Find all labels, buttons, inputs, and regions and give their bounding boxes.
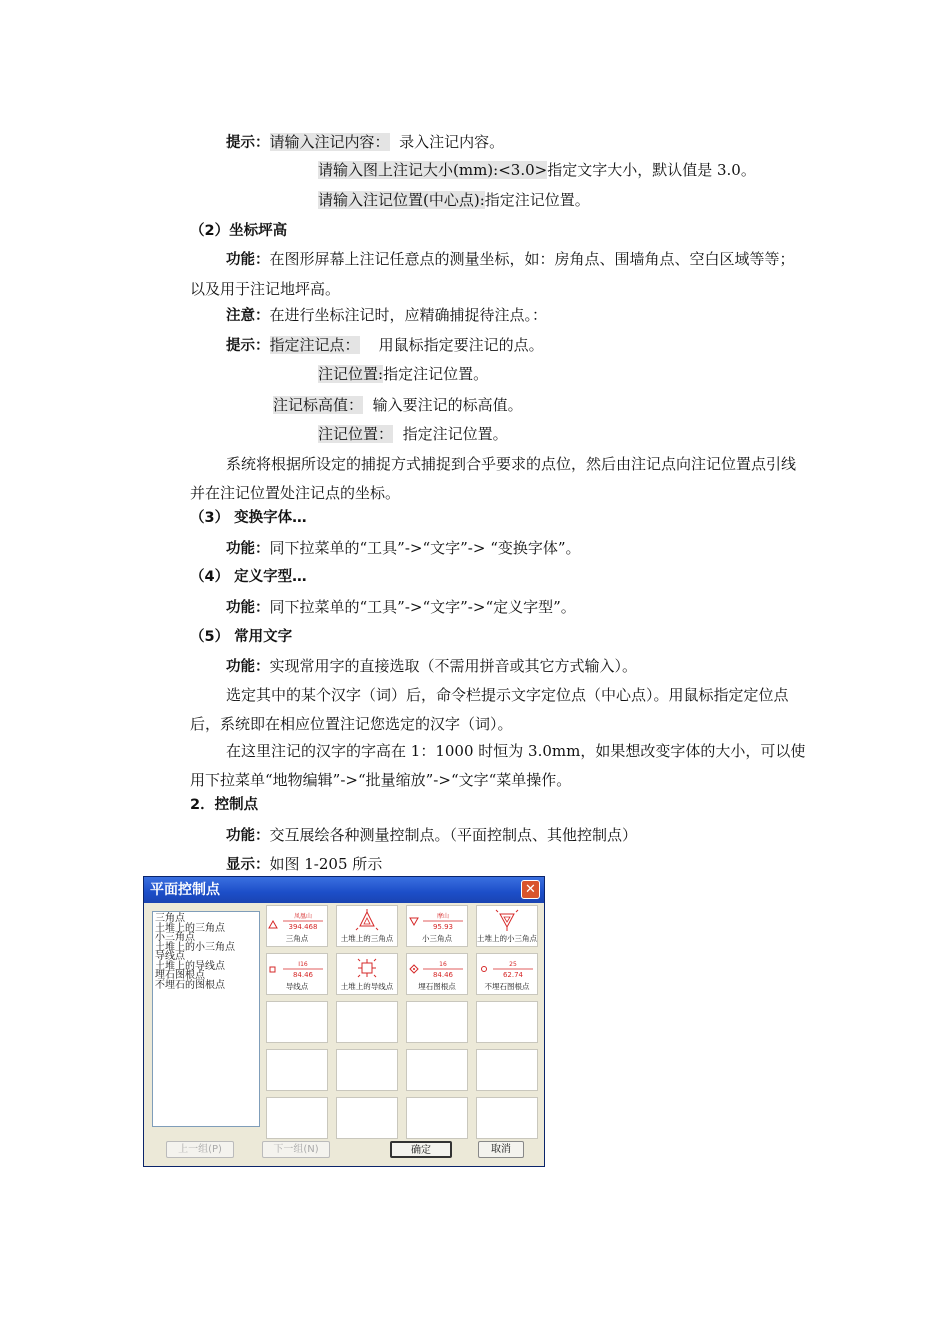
close-button[interactable]: ✕ xyxy=(521,880,540,899)
prompt-desc: 用鼠标指定要注记的点。 xyxy=(378,336,544,354)
function-label: 功能： xyxy=(226,541,270,557)
empty-cell[interactable] xyxy=(406,1097,468,1139)
ok-button[interactable]: 确定 xyxy=(390,1141,452,1158)
empty-cell[interactable] xyxy=(336,1049,398,1091)
symbol-cell-traverse-point[interactable] xyxy=(266,953,328,995)
next-group-button[interactable]: 下一组(N) xyxy=(262,1141,330,1158)
prompt-text: 请输入注记内容： xyxy=(269,133,390,151)
cell-top-text: 16 xyxy=(439,961,447,968)
empty-cell[interactable] xyxy=(266,1097,328,1139)
dialog-titlebar xyxy=(144,877,544,903)
cell-bottom-text: 84.46 xyxy=(432,971,454,979)
unburied-benchmark-symbol xyxy=(477,957,537,983)
cell-label: 埋石图根点 xyxy=(418,982,456,991)
note-line xyxy=(226,305,547,326)
prompt-line-1 xyxy=(226,132,504,153)
function-label: 功能： xyxy=(226,252,270,268)
prompt-desc: 指定注记位置。 xyxy=(484,191,590,209)
empty-cell[interactable] xyxy=(266,1001,328,1043)
list-item[interactable]: 土堆上的三角点 xyxy=(155,922,225,934)
prompt-desc: 输入要注记的标高值。 xyxy=(372,396,523,414)
prompt-text: 请输入图上注记大小(mm):<3.0> xyxy=(318,161,548,179)
list-item[interactable]: 不埋石的图根点 xyxy=(155,979,225,991)
elev-line xyxy=(273,395,523,415)
function-text: 同下拉菜单的“工具”->“文字”->“定义字型”。 xyxy=(269,598,576,616)
display-text: 如图 1-205 所示 xyxy=(269,855,383,873)
prompt-desc: 指定注记位置。 xyxy=(383,365,489,383)
empty-cell[interactable] xyxy=(476,1097,538,1139)
paragraph-5a: 选定其中的某个汉字（词）后，命令栏提示文字定位点（中心点）。用鼠标指定定位点后，系统即在相应位置注记您选定的汉字（词）。 xyxy=(190,686,789,733)
empty-cell[interactable] xyxy=(406,1049,468,1091)
mound-traverse-symbol xyxy=(337,957,397,983)
function-label: 功能： xyxy=(226,600,270,616)
function-text: 交互展绘各种测量控制点。（平面控制点、其他控制点） xyxy=(269,826,638,844)
triangle-point-symbol xyxy=(267,909,327,935)
function-line-4 xyxy=(226,597,576,618)
symbol-cell-mound-traverse[interactable] xyxy=(336,953,398,995)
symbol-cell-mound-triangle[interactable] xyxy=(336,905,398,947)
tip-line-2 xyxy=(226,335,544,356)
function-text: 在图形屏幕上注记任意点的测量坐标，如：房角点、围墙角点、空白区域等等；以及用于注记地坪高。 xyxy=(190,250,795,298)
section-heading-5: （5） 常用文字 xyxy=(190,629,293,645)
cell-bottom-text: 62.74 xyxy=(502,971,524,979)
display-line xyxy=(226,854,382,875)
empty-cell[interactable] xyxy=(336,1097,398,1139)
paragraph-5b: 在这里注记的汉字的字高在 1：1000 时恒为 3.0mm，如果想改变字体的大小，可以使用下拉菜单“地物编辑”->“批量缩放”->“文字“菜单操作。 xyxy=(190,742,806,789)
symbol-cell-buried-benchmark[interactable] xyxy=(406,953,468,995)
function-text: 同下拉菜单的“工具”->“文字”-> “变换字体”。 xyxy=(269,539,581,557)
cell-label: 土堆上的三角点 xyxy=(340,934,394,943)
dialog-title: 平面控制点 xyxy=(150,882,220,898)
cell-top-text: I16 xyxy=(298,961,308,968)
tip-label: 提示： xyxy=(226,338,270,354)
traverse-point-symbol xyxy=(267,957,327,983)
function-line-5 xyxy=(226,656,637,677)
cell-bottom-text: 84.46 xyxy=(292,971,314,979)
list-item[interactable]: 导线点 xyxy=(155,951,185,962)
function-line-3 xyxy=(226,538,581,559)
empty-cell[interactable] xyxy=(406,1001,468,1043)
function-paragraph-2 xyxy=(190,245,808,304)
note-label: 注意： xyxy=(226,308,270,324)
buried-benchmark-symbol xyxy=(407,957,467,983)
cell-label: 小三角点 xyxy=(422,934,452,943)
cell-label: 不埋石图根点 xyxy=(484,982,530,991)
list-item[interactable]: 土堆上的导线点 xyxy=(155,960,225,972)
prompt-line-3 xyxy=(318,190,590,210)
symbol-cell-mound-small-triangle[interactable] xyxy=(476,905,538,947)
function-label: 功能： xyxy=(226,828,270,844)
prompt-desc: 录入注记内容。 xyxy=(399,133,505,151)
cell-label: 土堆上的小三角点 xyxy=(477,934,537,943)
prompt-text: 指定注记点： xyxy=(269,336,360,354)
symbol-cell-triangle-point[interactable] xyxy=(266,905,328,947)
display-label: 显示： xyxy=(226,857,270,873)
note-text: 在进行坐标注记时，应精确捕捉待注点。： xyxy=(269,306,548,324)
small-triangle-symbol xyxy=(407,909,467,935)
control-point-dialog xyxy=(143,876,545,1167)
section-heading-2: （2）坐标坪高 xyxy=(190,223,288,239)
prompt-text: 注记标高值： xyxy=(273,396,364,414)
list-item[interactable]: 三角点 xyxy=(155,913,185,924)
function-label: 功能： xyxy=(226,659,270,675)
cell-label: 土堆上的导线点 xyxy=(340,982,394,991)
prompt-text: 注记位置： xyxy=(318,425,394,443)
symbol-cell-unburied-benchmark[interactable] xyxy=(476,953,538,995)
cancel-button[interactable]: 取消 xyxy=(478,1141,524,1158)
empty-cell[interactable] xyxy=(336,1001,398,1043)
function-text: 实现常用字的直接选取（不需用拼音或其它方式输入）。 xyxy=(269,657,638,675)
list-item[interactable]: 土堆上的小三角点 xyxy=(155,941,235,953)
cell-bottom-text: 95.93 xyxy=(432,923,454,931)
empty-cell[interactable] xyxy=(476,1049,538,1091)
list-item[interactable]: 小三角点 xyxy=(155,932,195,943)
section-heading-control: 2．控制点 xyxy=(190,797,259,813)
mound-small-triangle-symbol xyxy=(477,909,537,935)
tip-label: 提示： xyxy=(226,135,270,151)
cell-bottom-text: 394.468 xyxy=(288,923,318,931)
point-type-list[interactable] xyxy=(152,911,260,1127)
cell-top-text: 摩山 xyxy=(436,913,450,920)
section-heading-3: （3） 变换字体… xyxy=(190,510,307,526)
cell-label: 三角点 xyxy=(285,934,309,943)
system-paragraph: 系统将根据所设定的捕捉方式捕捉到合乎要求的点位，然后由注记点向注记位置点引线并在注记位置处注记点的坐标。 xyxy=(190,455,797,502)
empty-cell[interactable] xyxy=(476,1001,538,1043)
prev-group-button[interactable]: 上一组(P) xyxy=(166,1141,234,1158)
prompt-line-2 xyxy=(318,160,756,180)
function-line-6 xyxy=(226,825,637,846)
mound-triangle-symbol xyxy=(337,909,397,935)
prompt-desc: 指定注记位置。 xyxy=(402,425,508,443)
empty-cell[interactable] xyxy=(266,1049,328,1091)
pos-line-1 xyxy=(318,364,488,384)
prompt-text: 注记位置: xyxy=(318,365,384,383)
section-heading-4: （4） 定义字型… xyxy=(190,569,307,585)
cell-top-text: 25 xyxy=(509,961,517,968)
prompt-text: 请输入注记位置(中心点): xyxy=(318,191,485,209)
symbol-cell-small-triangle[interactable] xyxy=(406,905,468,947)
cell-label: 导线点 xyxy=(285,982,309,991)
list-item[interactable]: 埋石图根点 xyxy=(155,970,205,981)
cell-top-text: 凤凰山 xyxy=(293,913,313,920)
prompt-desc: 指定文字大小，默认值是 3.0。 xyxy=(547,161,756,179)
pos-line-2 xyxy=(318,424,508,444)
